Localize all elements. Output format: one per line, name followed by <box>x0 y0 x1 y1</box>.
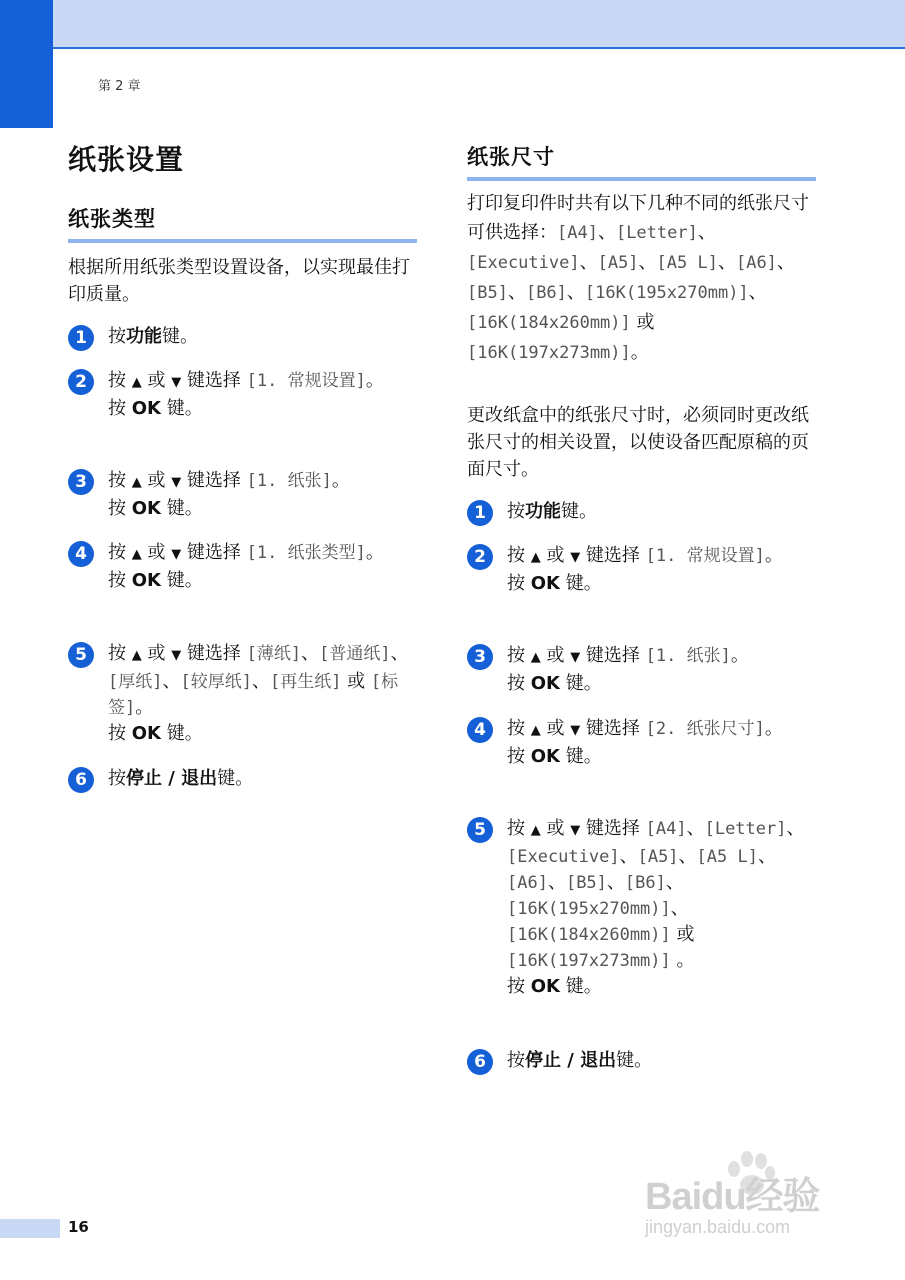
paper-type-intro: 根据所用纸张类型设置设备，以实现最佳打印质量。 <box>68 257 410 305</box>
step-text: 、 <box>390 643 409 664</box>
step-text: 。 <box>135 697 154 718</box>
step-text: 键。 <box>561 501 597 522</box>
step-text: 。 <box>730 645 749 666</box>
menu-option: [16K(197x273mm)] <box>507 951 671 971</box>
step-body <box>507 543 827 597</box>
step-text: 或 <box>341 671 371 692</box>
step-text: 按 <box>108 470 132 491</box>
step-text: 键选择 <box>580 645 646 666</box>
down-arrow-icon: ▼ <box>171 375 182 390</box>
key-name: OK <box>131 570 161 591</box>
step-text: 按 <box>108 643 132 664</box>
step-body <box>108 468 428 522</box>
header-band <box>0 0 905 49</box>
down-arrow-icon: ▼ <box>171 547 182 562</box>
step-text: 、 <box>597 222 616 243</box>
step-text: 按 <box>507 645 531 666</box>
step-text: 键。 <box>160 498 203 519</box>
key-name: OK <box>530 673 560 694</box>
menu-option: [16K(195x270mm)] <box>507 899 671 919</box>
page-number: 16 <box>68 1218 89 1236</box>
step-text: 、 <box>786 818 805 839</box>
menu-option: [1. 纸张] <box>645 646 731 666</box>
step-text: 、 <box>507 282 526 303</box>
menu-option: [Executive] <box>507 847 620 867</box>
step-text: 按 <box>507 746 531 767</box>
step-number-badge: 6 <box>68 767 94 793</box>
step-text: 键。 <box>160 723 203 744</box>
menu-option: [A5 L] <box>656 253 718 273</box>
menu-option: [A4] <box>645 819 687 839</box>
step-body <box>108 540 428 594</box>
step-text: 按 <box>108 723 132 744</box>
menu-option: [1. 常规设置] <box>246 371 366 391</box>
step-text: 或 <box>630 312 655 333</box>
step-text: 。 <box>331 470 350 491</box>
step-body <box>507 1048 827 1074</box>
step-text: 、 <box>697 222 716 243</box>
menu-option: [Executive] <box>467 253 580 273</box>
section-title-paper-type: 纸张类型 <box>68 203 417 243</box>
menu-option: [再生纸] <box>269 672 342 692</box>
step-text: 键选择 <box>181 370 247 391</box>
step-text: 键。 <box>616 1050 653 1071</box>
step-text: 、 <box>757 846 776 867</box>
menu-option: [1. 常规设置] <box>645 546 765 566</box>
step-text: 键。 <box>160 398 203 419</box>
menu-option: [B6] <box>624 873 666 893</box>
watermark-url: jingyan.baidu.com <box>645 1217 791 1237</box>
step-text: 按 <box>108 326 126 347</box>
step-number-badge: 3 <box>467 644 493 670</box>
step-body <box>108 641 428 747</box>
step-body <box>108 324 428 350</box>
step-text: 或 <box>540 645 571 666</box>
step-text: 按 <box>507 573 531 594</box>
menu-option: [16K(195x270mm)] <box>584 283 749 303</box>
step-text: 按 <box>108 370 132 391</box>
chapter-side-tab <box>0 0 53 128</box>
step-number-badge: 4 <box>68 541 94 567</box>
step-text: 或 <box>141 643 172 664</box>
step-text: 键。 <box>162 326 198 347</box>
step-text: 或 <box>141 370 172 391</box>
step-body <box>507 499 827 525</box>
menu-option: [16K(197x273mm)] <box>467 343 631 363</box>
step-text: 或 <box>141 470 172 491</box>
menu-option: [普通纸] <box>319 644 391 664</box>
step-text: 按 <box>507 1050 525 1071</box>
step-text: 、 <box>678 846 697 867</box>
step-text: 。 <box>630 342 649 363</box>
up-arrow-icon: ▲ <box>530 723 541 738</box>
step-text: 、 <box>547 872 566 893</box>
step-text: 按 <box>108 498 132 519</box>
step-text: 、 <box>251 671 270 692</box>
menu-option: [2. 纸张尺寸] <box>645 719 765 739</box>
step-number-badge: 1 <box>68 325 94 351</box>
step-text: 。 <box>365 542 384 563</box>
baidu-watermark <box>640 1155 870 1245</box>
step-text: 按 <box>108 570 132 591</box>
up-arrow-icon: ▲ <box>530 823 541 838</box>
footer-band <box>0 1219 60 1238</box>
step-text: 按 <box>507 976 531 997</box>
step-text: 、 <box>301 643 320 664</box>
step-number-badge: 5 <box>467 817 493 843</box>
watermark-brand: Baidu经验 <box>645 1176 820 1218</box>
step-body <box>507 716 827 770</box>
paper-size-intro <box>467 189 812 368</box>
menu-option: [A5 L] <box>696 847 758 867</box>
step-text: 或 <box>540 545 571 566</box>
step-text: 按 <box>108 398 132 419</box>
step-text: 。 <box>365 370 384 391</box>
step-text: 、 <box>748 282 767 303</box>
step-text: 按 <box>507 673 531 694</box>
key-name: 停止 / 退出 <box>126 768 218 789</box>
step-text: 键。 <box>559 976 602 997</box>
step-text: 、 <box>670 898 689 919</box>
step-text: 。 <box>670 950 695 971</box>
step-text: 或 <box>141 542 172 563</box>
step-body <box>108 766 428 792</box>
key-name: OK <box>530 746 560 767</box>
step-text: 或 <box>540 818 571 839</box>
menu-option: [A5] <box>637 847 679 867</box>
step-text: 键选择 <box>181 470 247 491</box>
step-text: 键。 <box>559 673 602 694</box>
down-arrow-icon: ▼ <box>570 550 581 565</box>
menu-option: [1. 纸张] <box>246 471 332 491</box>
menu-option: [标签] <box>108 672 399 718</box>
menu-option: [薄纸] <box>246 644 302 664</box>
step-text: 键。 <box>160 570 203 591</box>
menu-option: [厚纸] <box>108 672 163 692</box>
step-text: 、 <box>686 818 705 839</box>
section-title-paper-size: 纸张尺寸 <box>467 141 816 181</box>
down-arrow-icon: ▼ <box>570 823 581 838</box>
menu-option: [A4] <box>557 223 598 243</box>
up-arrow-icon: ▲ <box>131 547 142 562</box>
menu-option: [A6] <box>507 873 548 893</box>
step-text: 键选择 <box>181 643 247 664</box>
step-text: 键。 <box>217 768 254 789</box>
step-number-badge: 1 <box>467 500 493 526</box>
up-arrow-icon: ▲ <box>530 550 541 565</box>
key-name: 停止 / 退出 <box>525 1050 617 1071</box>
key-name: OK <box>131 723 161 744</box>
down-arrow-icon: ▼ <box>171 648 182 663</box>
chapter-label: 第 2 章 <box>98 79 141 94</box>
menu-option: [B5] <box>565 873 607 893</box>
key-name: 功能 <box>525 501 561 522</box>
step-text: 键选择 <box>580 718 646 739</box>
menu-option: [1. 纸张类型] <box>246 543 366 563</box>
step-text: 、 <box>638 252 657 273</box>
step-text: 按 <box>507 545 531 566</box>
up-arrow-icon: ▲ <box>530 650 541 665</box>
key-name: OK <box>131 498 161 519</box>
step-text: 、 <box>717 252 736 273</box>
up-arrow-icon: ▲ <box>131 475 142 490</box>
menu-option: [较厚纸] <box>180 672 252 692</box>
step-text: 键。 <box>559 746 602 767</box>
step-text: 键选择 <box>580 545 646 566</box>
step-text: 按 <box>507 718 531 739</box>
step-text: 、 <box>619 846 638 867</box>
key-name: OK <box>530 976 560 997</box>
step-body <box>507 816 827 1000</box>
menu-option: [A5] <box>597 253 639 273</box>
menu-option: [A6] <box>735 253 777 273</box>
step-text: 按 <box>507 818 531 839</box>
key-name: OK <box>530 573 560 594</box>
up-arrow-icon: ▲ <box>131 648 142 663</box>
step-text: 键选择 <box>181 542 247 563</box>
step-text: 、 <box>162 671 181 692</box>
step-text: 、 <box>566 282 585 303</box>
step-text: 按 <box>108 768 126 789</box>
step-text: 、 <box>606 872 625 893</box>
step-text: 按 <box>108 542 132 563</box>
key-name: 功能 <box>126 326 162 347</box>
step-body <box>108 368 428 422</box>
step-text: 键。 <box>559 573 602 594</box>
down-arrow-icon: ▼ <box>171 475 182 490</box>
page-title: 纸张设置 <box>68 143 185 176</box>
step-body <box>507 643 827 697</box>
menu-option: [Letter] <box>704 819 787 839</box>
step-text: 、 <box>665 872 684 893</box>
step-text: 。 <box>764 545 783 566</box>
step-number-badge: 4 <box>467 717 493 743</box>
up-arrow-icon: ▲ <box>131 375 142 390</box>
step-number-badge: 3 <box>68 469 94 495</box>
step-text: 、 <box>579 252 598 273</box>
menu-option: [B6] <box>525 283 567 303</box>
menu-option: [16K(184x260mm)] <box>467 313 631 333</box>
step-text: 。 <box>764 718 783 739</box>
step-text: 键选择 <box>580 818 646 839</box>
step-number-badge: 2 <box>68 369 94 395</box>
step-text: 按 <box>507 501 525 522</box>
step-number-badge: 2 <box>467 544 493 570</box>
step-text: 或 <box>540 718 571 739</box>
down-arrow-icon: ▼ <box>570 650 581 665</box>
key-name: OK <box>131 398 161 419</box>
menu-option: [B5] <box>467 283 508 303</box>
menu-option: [16K(184x260mm)] <box>507 925 671 945</box>
down-arrow-icon: ▼ <box>570 723 581 738</box>
step-text: 、 <box>776 252 795 273</box>
step-text: 或 <box>670 924 695 945</box>
step-number-badge: 6 <box>467 1049 493 1075</box>
paper-size-note: 更改纸盒中的纸张尺寸时，必须同时更改纸张尺寸的相关设置，以使设备匹配原稿的页面尺寸。 <box>467 405 809 480</box>
menu-option: [Letter] <box>615 223 698 243</box>
step-text: 打印复印件时共有以下几种不同的纸张尺寸可供选择： <box>467 193 809 243</box>
step-number-badge: 5 <box>68 642 94 668</box>
